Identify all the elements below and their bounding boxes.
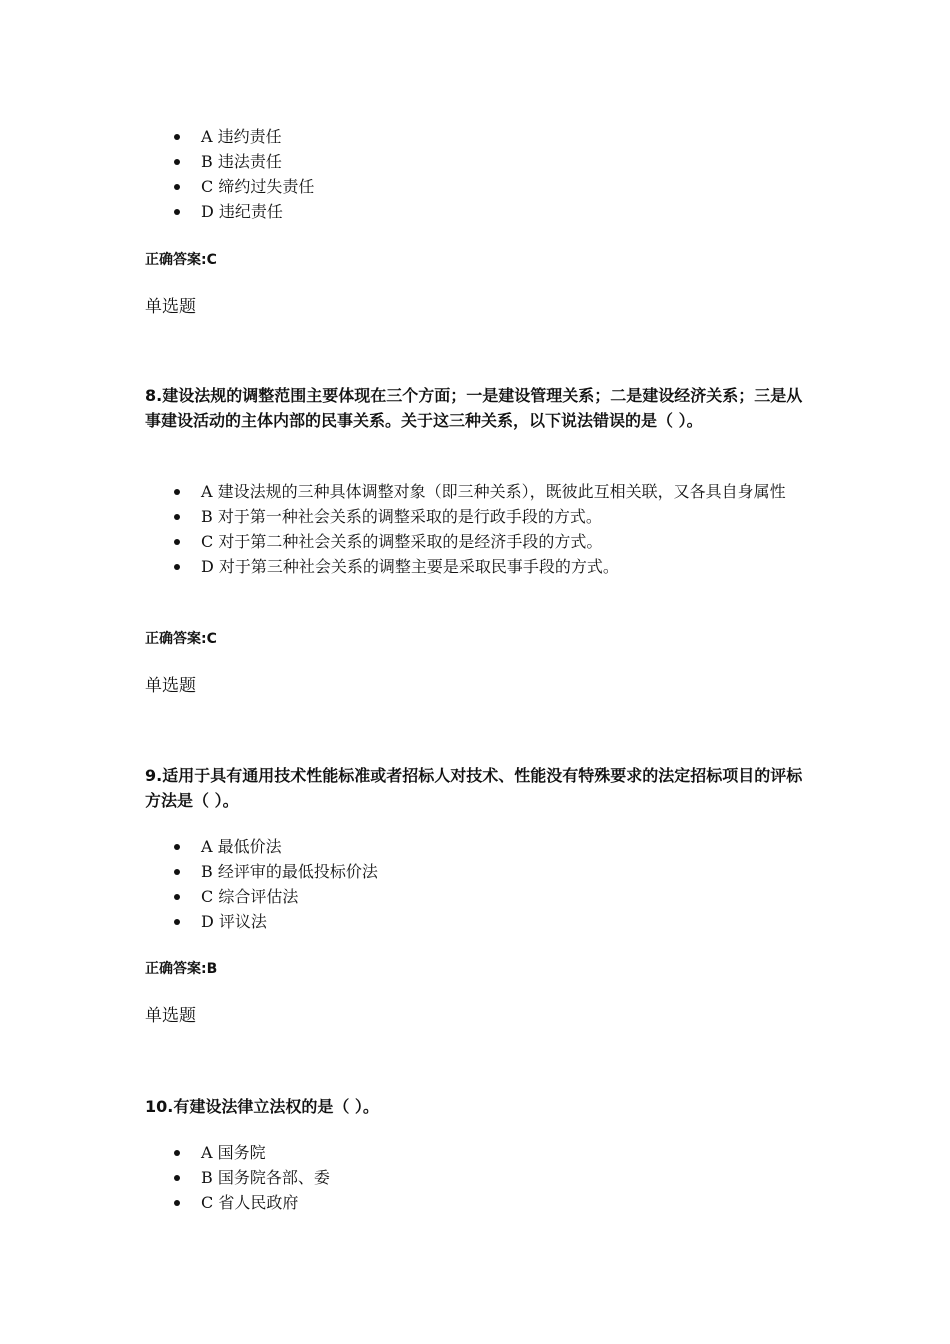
bullet-icon [174, 134, 180, 140]
list-item [145, 909, 810, 934]
option-text: 违纪责任 [218, 202, 283, 221]
q9-options [145, 834, 810, 934]
list-item [145, 479, 810, 504]
option-text: 评议法 [218, 912, 267, 931]
q7-options [145, 124, 810, 224]
answer-q7: 正确答案:C [145, 252, 217, 268]
option-letter: C [201, 887, 214, 906]
list-item [145, 884, 810, 909]
option-text: 最低价法 [217, 837, 282, 856]
bullet-icon [174, 1200, 180, 1206]
bullet-icon [174, 919, 180, 925]
option-text: 经评审的最低投标价法 [217, 862, 378, 881]
bullet-icon [174, 539, 180, 545]
q8-options [145, 479, 810, 579]
bullet-icon [174, 1175, 180, 1181]
option-letter: A [201, 837, 213, 856]
option-text: 违法责任 [217, 152, 282, 171]
list-item [145, 834, 810, 859]
answer-q8: 正确答案:C [145, 631, 217, 647]
list-item [145, 1190, 810, 1215]
q10-options [145, 1140, 810, 1215]
bullet-icon [174, 184, 180, 190]
option-letter: D [201, 912, 214, 931]
option-letter: B [201, 1168, 213, 1187]
bullet-icon [174, 209, 180, 215]
list-item [145, 1165, 810, 1190]
question-type-label: 单选题 [145, 676, 196, 696]
bullet-icon [174, 489, 180, 495]
option-text: 对于第二种社会关系的调整采取的是经济手段的方式。 [218, 532, 603, 551]
option-letter: A [201, 1143, 213, 1162]
question-9-text: 9.适用于具有通用技术性能标准或者招标人对技术、性能没有特殊要求的法定招标项目的评标方法是（ ）。 [145, 766, 803, 810]
option-text: 建设法规的三种具体调整对象（即三种关系），既彼此互相关联，又各具自身属性 [217, 482, 786, 501]
list-item [145, 149, 810, 174]
bullet-icon [174, 894, 180, 900]
option-text: 违约责任 [217, 127, 282, 146]
option-text: 缔约过失责任 [218, 177, 315, 196]
option-letter: D [201, 202, 214, 221]
option-text: 对于第三种社会关系的调整主要是采取民事手段的方式。 [218, 557, 619, 576]
list-item [145, 504, 810, 529]
bullet-icon [174, 1150, 180, 1156]
option-letter: C [201, 177, 214, 196]
question-type-label: 单选题 [145, 1006, 196, 1026]
option-letter: B [201, 862, 213, 881]
option-text: 国务院 [217, 1143, 266, 1162]
list-item [145, 859, 810, 884]
option-letter: B [201, 507, 213, 526]
option-letter: B [201, 152, 213, 171]
option-letter: A [201, 482, 213, 501]
bullet-icon [174, 869, 180, 875]
option-letter: D [201, 557, 214, 576]
list-item [145, 1140, 810, 1165]
option-text: 综合评估法 [218, 887, 299, 906]
bullet-icon [174, 844, 180, 850]
option-text: 国务院各部、委 [217, 1168, 330, 1187]
list-item [145, 199, 810, 224]
bullet-icon [174, 159, 180, 165]
list-item [145, 124, 810, 149]
question-10-text: 10.有建设法律立法权的是（ ）。 [145, 1097, 379, 1116]
list-item [145, 529, 810, 554]
question-8-text: 8.建设法规的调整范围主要体现在三个方面；一是建设管理关系；二是建设经济关系；三是从事建设活动的主体内部的民事关系。关于这三种关系，以下说法错误的是（ ）。 [145, 386, 803, 430]
answer-q9: 正确答案:B [145, 961, 218, 977]
option-letter: C [201, 532, 214, 551]
bullet-icon [174, 564, 180, 570]
option-letter: C [201, 1193, 214, 1212]
option-letter: A [201, 127, 213, 146]
option-text: 对于第一种社会关系的调整采取的是行政手段的方式。 [217, 507, 602, 526]
list-item [145, 174, 810, 199]
list-item [145, 554, 810, 579]
bullet-icon [174, 514, 180, 520]
question-type-label: 单选题 [145, 297, 196, 317]
option-text: 省人民政府 [218, 1193, 299, 1212]
